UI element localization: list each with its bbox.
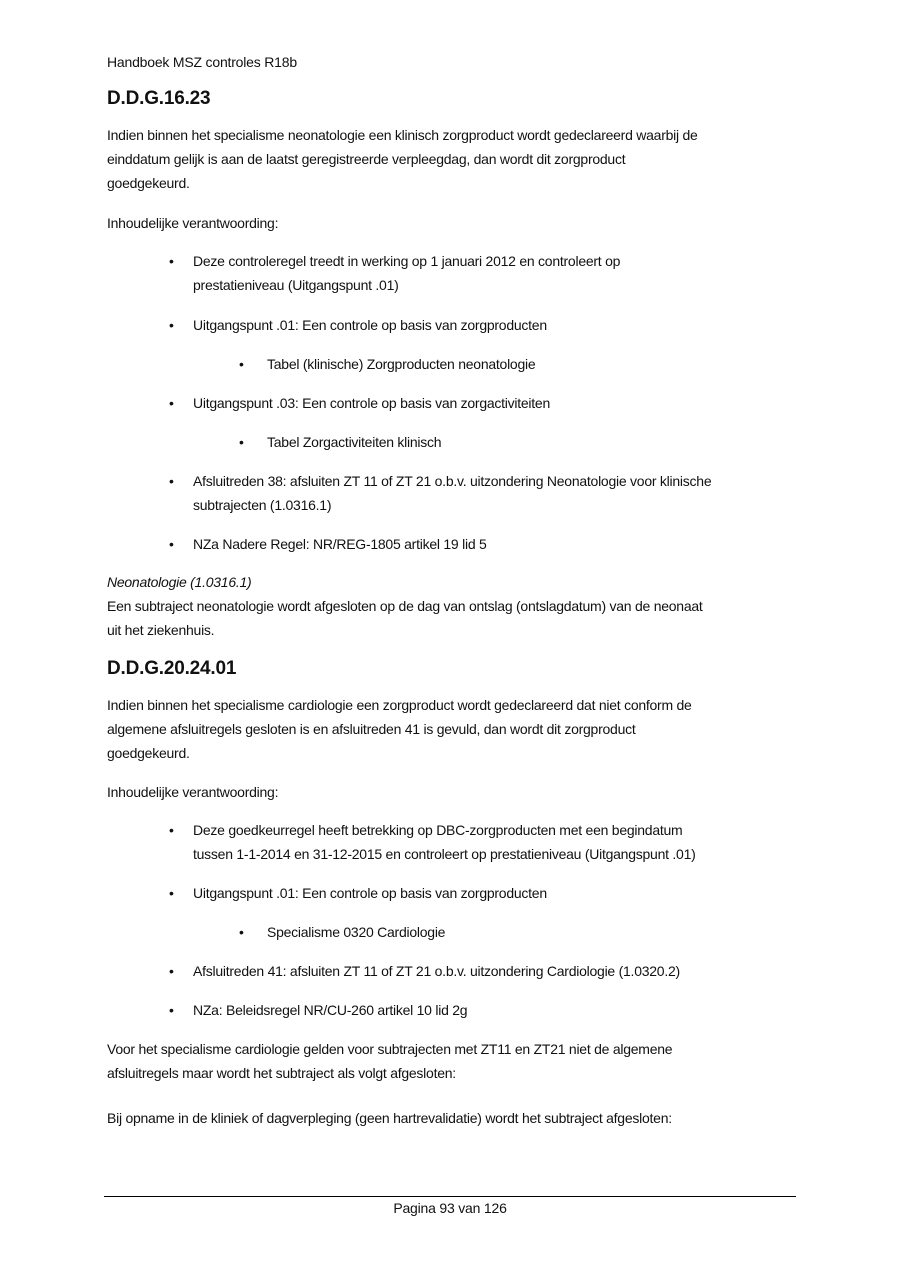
sub-list-item-text: Tabel (klinische) Zorgproducten neonatologie bbox=[267, 356, 536, 372]
justification-label bbox=[107, 780, 797, 804]
list-item bbox=[107, 249, 797, 297]
final-paragraph bbox=[107, 1106, 797, 1130]
bullet-list bbox=[107, 391, 797, 415]
list-item bbox=[107, 998, 797, 1022]
list-item bbox=[107, 959, 797, 983]
bullet-icon: • bbox=[239, 356, 244, 372]
bullet-icon: • bbox=[169, 822, 174, 838]
note-block bbox=[107, 570, 797, 642]
bullet-icon: • bbox=[169, 473, 174, 489]
list-item-text: Uitgangspunt .03: Een controle op basis van zorgactiviteiten bbox=[193, 395, 551, 411]
list-item-text: NZa: Beleidsregel NR/CU-260 artikel 10 lid 2g bbox=[193, 1002, 468, 1018]
list-item-text: Deze controleregel treedt in werking op 1 januari 2012 en controleert op bbox=[193, 253, 621, 269]
justification-label-text: Inhoudelijke verantwoording: bbox=[107, 215, 279, 231]
section-heading-ddg-16-23 bbox=[107, 88, 797, 110]
section-heading: D.D.G.20.24.01 bbox=[107, 658, 237, 679]
list-item bbox=[107, 532, 797, 556]
intro-line: Indien binnen het specialisme cardiologie een zorgproduct wordt gedeclareerd dat niet conform de bbox=[107, 697, 692, 713]
footer-divider bbox=[104, 1196, 796, 1197]
bullet-icon: • bbox=[239, 434, 244, 450]
justification-label-text: Inhoudelijke verantwoording: bbox=[107, 784, 279, 800]
bullet-icon: • bbox=[169, 395, 174, 411]
sub-list-item bbox=[107, 352, 797, 376]
bullet-icon: • bbox=[169, 536, 174, 552]
sub-list-item-text: Specialisme 0320 Cardiologie bbox=[267, 924, 446, 940]
list-item bbox=[107, 818, 797, 866]
bullet-icon: • bbox=[169, 963, 174, 979]
list-item bbox=[107, 313, 797, 337]
list-item-text: subtrajecten (1.0316.1) bbox=[193, 497, 332, 513]
note-line: uit het ziekenhuis. bbox=[107, 622, 215, 638]
list-item-text: Afsluitreden 41: afsluiten ZT 11 of ZT 21 o.b.v. uitzondering Cardiologie (1.0320.2) bbox=[193, 963, 680, 979]
bullet-icon: • bbox=[239, 924, 244, 940]
list-item-text: tussen 1-1-2014 en 31-12-2015 en controleert op prestatieniveau (Uitgangspunt .01) bbox=[193, 846, 696, 862]
note-line: Een subtraject neonatologie wordt afgesloten op de dag van ontslag (ontslagdatum) van de neonaat bbox=[107, 598, 703, 614]
bullet-icon: • bbox=[169, 317, 174, 333]
bullet-list bbox=[107, 532, 797, 556]
final-line: Bij opname in de kliniek of dagverpleging (geen hartrevalidatie) wordt het subtraject afgesloten: bbox=[107, 1110, 672, 1126]
closing-paragraph bbox=[107, 1037, 797, 1085]
bullet-list bbox=[107, 469, 797, 517]
bullet-list bbox=[107, 881, 797, 905]
list-item-text: Deze goedkeurregel heeft betrekking op DBC-zorgproducten met een begindatum bbox=[193, 822, 683, 838]
list-item bbox=[107, 881, 797, 905]
intro-line: Indien binnen het specialisme neonatologie een klinisch zorgproduct wordt gedeclareerd waarbij de bbox=[107, 127, 698, 143]
bullet-icon: • bbox=[169, 253, 174, 269]
list-item bbox=[107, 391, 797, 415]
sub-bullet-list bbox=[107, 920, 797, 944]
bullet-list bbox=[107, 998, 797, 1022]
sub-bullet-list bbox=[107, 430, 797, 454]
note-title: Neonatologie (1.0316.1) bbox=[107, 574, 252, 590]
running-header: Handboek MSZ controles R18b bbox=[107, 54, 297, 70]
bullet-list bbox=[107, 818, 797, 866]
list-item bbox=[107, 469, 797, 517]
intro-line: einddatum gelijk is aan de laatst geregistreerde verpleegdag, dan wordt dit zorgproduct bbox=[107, 151, 626, 167]
section-intro bbox=[107, 693, 797, 765]
bullet-list bbox=[107, 959, 797, 983]
section-heading-ddg-20-24-01 bbox=[107, 658, 797, 680]
bullet-icon: • bbox=[169, 1002, 174, 1018]
sub-list-item bbox=[107, 430, 797, 454]
section-heading: D.D.G.16.23 bbox=[107, 88, 211, 109]
list-item-text: prestatieniveau (Uitgangspunt .01) bbox=[193, 277, 399, 293]
list-item-text: Uitgangspunt .01: Een controle op basis van zorgproducten bbox=[193, 885, 547, 901]
sub-list-item bbox=[107, 920, 797, 944]
intro-line: goedgekeurd. bbox=[107, 745, 190, 761]
sub-bullet-list bbox=[107, 352, 797, 376]
closing-line: afsluitregels maar wordt het subtraject als volgt afgesloten: bbox=[107, 1065, 456, 1081]
intro-line: algemene afsluitregels gesloten is en afsluitreden 41 is gevuld, dan wordt dit zorgproduct bbox=[107, 721, 636, 737]
justification-label bbox=[107, 211, 797, 235]
bullet-list bbox=[107, 313, 797, 337]
bullet-list bbox=[107, 249, 797, 297]
closing-line: Voor het specialisme cardiologie gelden voor subtrajecten met ZT11 en ZT21 niet de algemene bbox=[107, 1041, 673, 1057]
list-item-text: NZa Nadere Regel: NR/REG-1805 artikel 19 lid 5 bbox=[193, 536, 487, 552]
list-item-text: Afsluitreden 38: afsluiten ZT 11 of ZT 21 o.b.v. uitzondering Neonatologie voor klinische bbox=[193, 473, 712, 489]
section-intro bbox=[107, 123, 797, 195]
page-number: Pagina 93 van 126 bbox=[393, 1200, 507, 1216]
intro-line: goedgekeurd. bbox=[107, 175, 190, 191]
list-item-text: Uitgangspunt .01: Een controle op basis van zorgproducten bbox=[193, 317, 547, 333]
bullet-icon: • bbox=[169, 885, 174, 901]
sub-list-item-text: Tabel Zorgactiviteiten klinisch bbox=[267, 434, 442, 450]
